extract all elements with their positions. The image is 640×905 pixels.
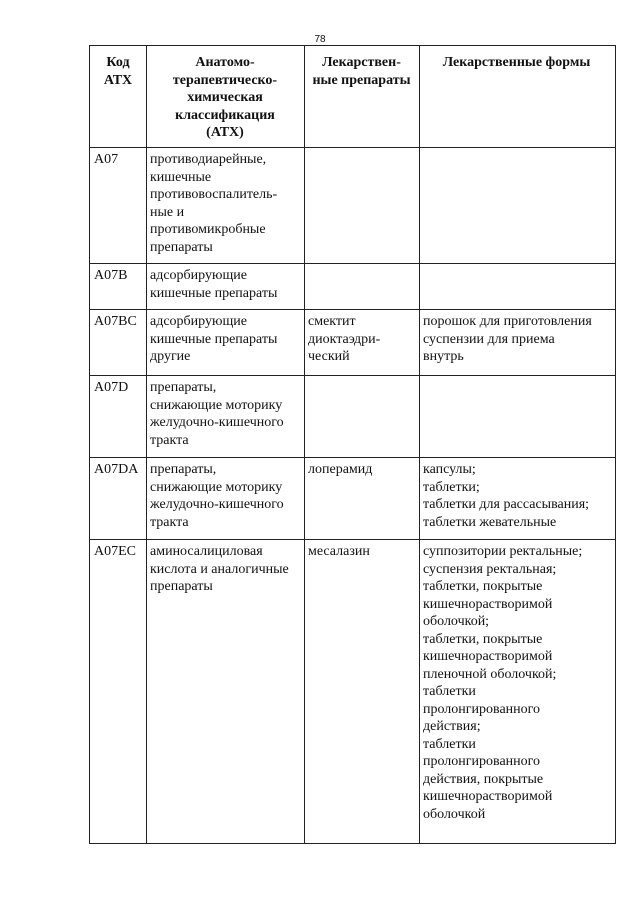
cell-forms <box>419 148 614 263</box>
atc-table <box>89 45 616 844</box>
table-row <box>90 376 615 458</box>
cell-code: A07DA <box>94 462 139 477</box>
header-drugs: Лекарствен- ные препараты <box>312 55 411 88</box>
cell-classification: препараты, снижающие моторику желудочно-кишечного тракта <box>150 380 284 448</box>
table-row <box>90 148 615 264</box>
table-row <box>90 540 615 842</box>
cell-forms <box>419 376 614 457</box>
cell-drug: смектит диоктаэдри- ческий <box>308 314 381 364</box>
page-number: 78 <box>314 34 326 45</box>
cell-code: A07D <box>94 380 129 395</box>
header-code: Код АТХ <box>103 55 133 88</box>
cell-forms: капсулы; таблетки; таблетки для рассасывания; таблетки жевательные <box>423 462 590 530</box>
cell-classification: адсорбирующие кишечные препараты <box>150 268 278 301</box>
cell-classification: аминосалициловая кислота и аналогичные препараты <box>150 544 289 594</box>
table-row <box>90 310 615 376</box>
table-row <box>90 264 615 310</box>
cell-code: A07BC <box>94 314 137 329</box>
cell-drug: месалазин <box>308 544 370 559</box>
cell-drug <box>304 376 419 457</box>
cell-forms: суппозитории ректальные; суспензия ректальная; таблетки, покрытые кишечнорастворимой оболочкой; таблетки, покрытые кишечнорастворимой пленочной оболочкой; таблетки пролонгированного действия; таблетки пролонгированного действия, покрытые кишечнорастворимой оболочкой <box>423 544 583 822</box>
table-header-row <box>90 46 615 148</box>
cell-forms <box>419 264 614 309</box>
cell-forms: порошок для приготовления суспензии для приема внутрь <box>423 314 592 364</box>
cell-classification: адсорбирующие кишечные препараты другие <box>150 314 278 364</box>
cell-code: A07 <box>94 152 119 167</box>
table-row <box>90 458 615 540</box>
cell-drug <box>304 264 419 309</box>
cell-drug <box>304 148 419 263</box>
cell-code: A07EC <box>94 544 136 559</box>
cell-drug: лоперамид <box>308 462 373 477</box>
cell-classification: препараты, снижающие моторику желудочно-кишечного тракта <box>150 462 284 530</box>
header-forms: Лекарственные формы <box>442 55 591 70</box>
cell-classification: противодиарейные, кишечные противовоспалитель- ные и противомикробные препараты <box>150 152 278 255</box>
cell-code: A07B <box>94 268 128 283</box>
header-classification: Анатомо- терапевтическо- химическая классификация (АТХ) <box>172 55 278 140</box>
